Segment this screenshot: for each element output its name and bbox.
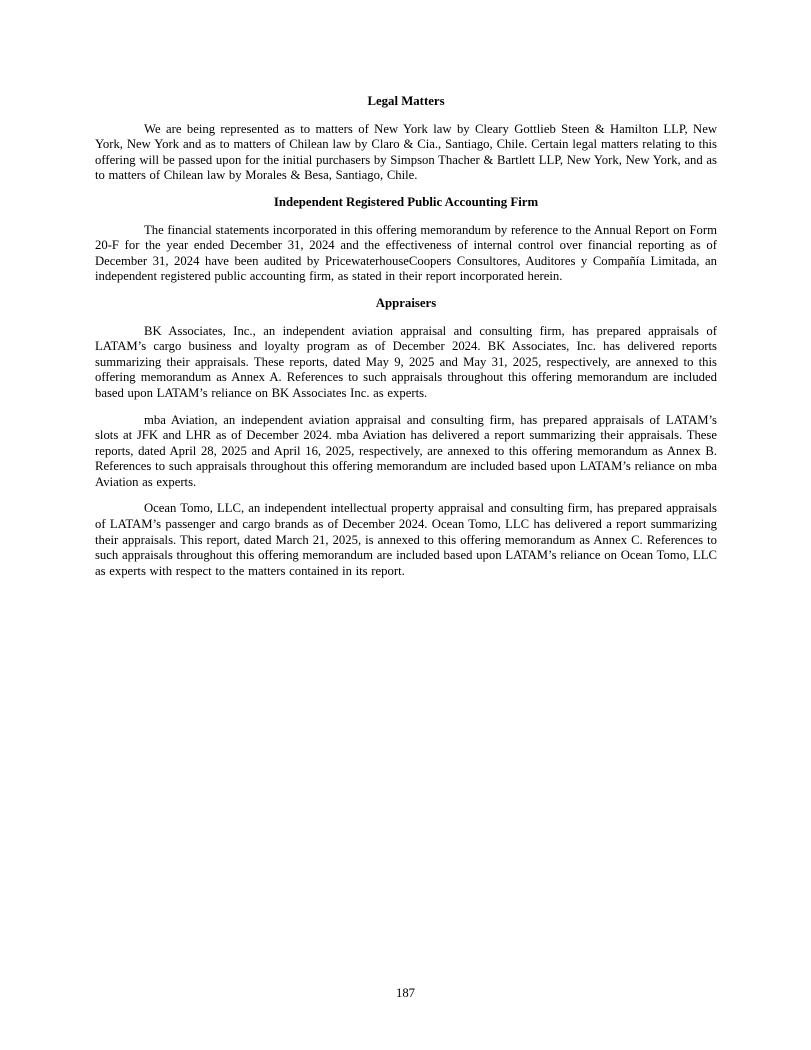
document-content [95, 94, 717, 590]
paragraph-ocean-tomo: Ocean Tomo, LLC, an independent intellectual property appraisal and consulting firm, has prepared appraisals of LATAM’s passenger and cargo brands as of December 2024. Ocean Tomo, LLC has delivered a report summarizing their appraisals. This report, dated March 21, 2025, is annexed to this offering memorandum as Annex C. References to such appraisals throughout this offering memorandum are included based upon LATAM’s reliance on Ocean Tomo, LLC as experts with respect to the matters contained in its report. [95, 501, 717, 578]
section-heading-appraisers: Appraisers [375, 295, 437, 310]
page-number: 187 [395, 986, 416, 1000]
paragraph-legal-matters: We are being represented as to matters of New York law by Cleary Gottlieb Steen & Hamilton LLP, New York, New York and as to matters of Chilean law by Claro & Cia., Santiago, Chile. Certain legal matters relating to this offering will be passed upon for the initial purchasers by Simpson Thacher & Bartlett LLP, New York, New York, and as to matters of Chilean law by Morales & Besa, Santiago, Chile. [95, 121, 717, 183]
paragraph-mba-aviation: mba Aviation, an independent aviation appraisal and consulting firm, has prepared appraisals of LATAM’s slots at JFK and LHR as of December 2024. mba Aviation has delivered a report summarizing their appraisals. These reports, dated April 28, 2025 and April 16, 2025, respectively, are annexed to this offering memorandum as Annex B. References to such appraisals throughout this offering memorandum are included based upon LATAM’s reliance on mba Aviation as experts. [95, 412, 717, 489]
section-heading-legal-matters: Legal Matters [367, 94, 445, 108]
paragraph-bk-associates: BK Associates, Inc., an independent aviation appraisal and consulting firm, has prepared appraisals of LATAM’s cargo business and loyalty program as of December 2024. BK Associates, Inc. has delivered reports summarizing their appraisals. These reports, dated May 9, 2025 and May 31, 2025, respectively, are annexed to this offering memorandum as Annex A. References to such appraisals throughout this offering memorandum are included based upon LATAM’s reliance on BK Associates Inc. as experts. [95, 323, 717, 400]
paragraph-accounting-firm: The financial statements incorporated in this offering memorandum by reference to the Annual Report on Form 20-F for the year ended December 31, 2024 and the effectiveness of internal control over financial reporting as of December 31, 2024 have been audited by PricewaterhouseCoopers Consultores, Auditores y Compañía Limitada, an independent registered public accounting firm, as stated in their report incorporated herein. [95, 222, 717, 284]
section-heading-accounting-firm: Independent Registered Public Accounting Firm [273, 194, 539, 209]
